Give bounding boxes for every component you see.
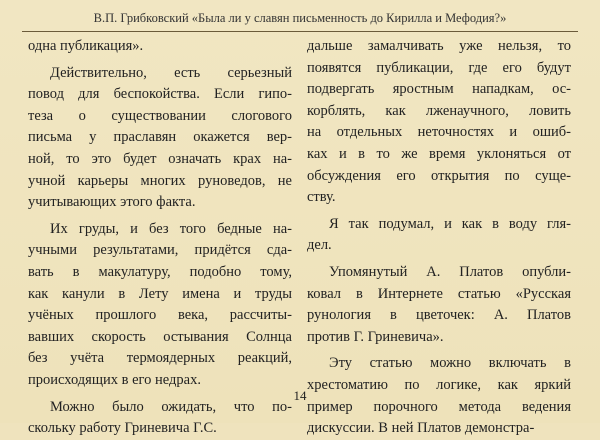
text-line: Можно было ожидать, что по- <box>50 398 292 415</box>
text-line: как канули в Лету имена и труды <box>28 285 292 302</box>
running-header: В.П. Грибковский «Была ли у славян письменность до Кирилла и Мефодия?» <box>93 11 507 25</box>
right-column <box>307 36 571 440</box>
text-line: ству. <box>307 189 336 206</box>
text-line: происходящих в его недрах. <box>28 371 201 388</box>
left-column <box>28 36 292 440</box>
text-line: ках и в то же время уклоняться от <box>307 145 571 162</box>
text-line: учитывающих этого факта. <box>28 194 196 211</box>
text-line: Упомянутый А. Платов опубли- <box>329 263 571 280</box>
text-line: Действительно, есть серьезный <box>50 64 292 81</box>
text-line: на отдельных неточностях и ошиб- <box>307 124 571 141</box>
paragraph <box>28 219 292 392</box>
text-line: вать в макулатуру, подобно тому, <box>28 263 292 280</box>
text-line: хрестоматию по логике, как яркий <box>307 376 571 393</box>
text-line: вавших скорость остывания Солнца <box>28 328 292 345</box>
text-line: обсуждения его открытия по суще- <box>307 167 571 184</box>
text-line: теза о существовании слогового <box>28 107 292 124</box>
text-line: дел. <box>307 237 332 254</box>
text-line: ной, то это будет означать крах на- <box>28 150 292 167</box>
text-line: появятся публикации, где его будут <box>307 59 571 76</box>
paragraph <box>28 36 292 58</box>
text-line: одна публикация». <box>28 38 144 54</box>
text-line: ковал в Интернете статью «Русская <box>307 285 571 302</box>
text-line: рунология в цветочек: А. Платов <box>307 307 571 324</box>
text-line: пример порочного метода ведения <box>307 398 571 415</box>
text-line: Я так подумал, и как в воду гля- <box>329 215 571 232</box>
paragraph <box>307 262 571 348</box>
text-line: учёных прошлого века, рассчиты- <box>28 307 292 324</box>
text-line: Их груды, и без того бедные на- <box>50 220 292 237</box>
text-line: повод для беспокойства. Если гипо- <box>28 86 292 103</box>
paragraph <box>307 36 571 209</box>
paragraph <box>307 214 571 257</box>
text-line: дискуссии. В ней Платов демонстра- <box>307 420 535 437</box>
text-line: корблять, как лженаучного, ловить <box>307 102 571 119</box>
text-line: против Г. Гриневича». <box>307 328 444 345</box>
text-line: Эту статью можно включать в <box>329 355 571 372</box>
page-number: 14 <box>293 388 307 403</box>
text-line: скольку работу Гриневича Г.С. <box>28 420 217 437</box>
text-line: учной карьеры многих руноведов, не <box>28 172 292 189</box>
text-line: подвергать яростным нападкам, ос- <box>307 81 571 98</box>
text-line: без учёта термоядерных реакций, <box>28 350 292 367</box>
text-line: дальше замалчивать уже нельзя, то <box>307 38 571 54</box>
paragraph <box>28 63 292 214</box>
text-line: письма у праславян окажется вер- <box>28 129 292 146</box>
header-rule <box>22 31 578 32</box>
text-line: учными результатами, придётся сда- <box>28 242 292 259</box>
